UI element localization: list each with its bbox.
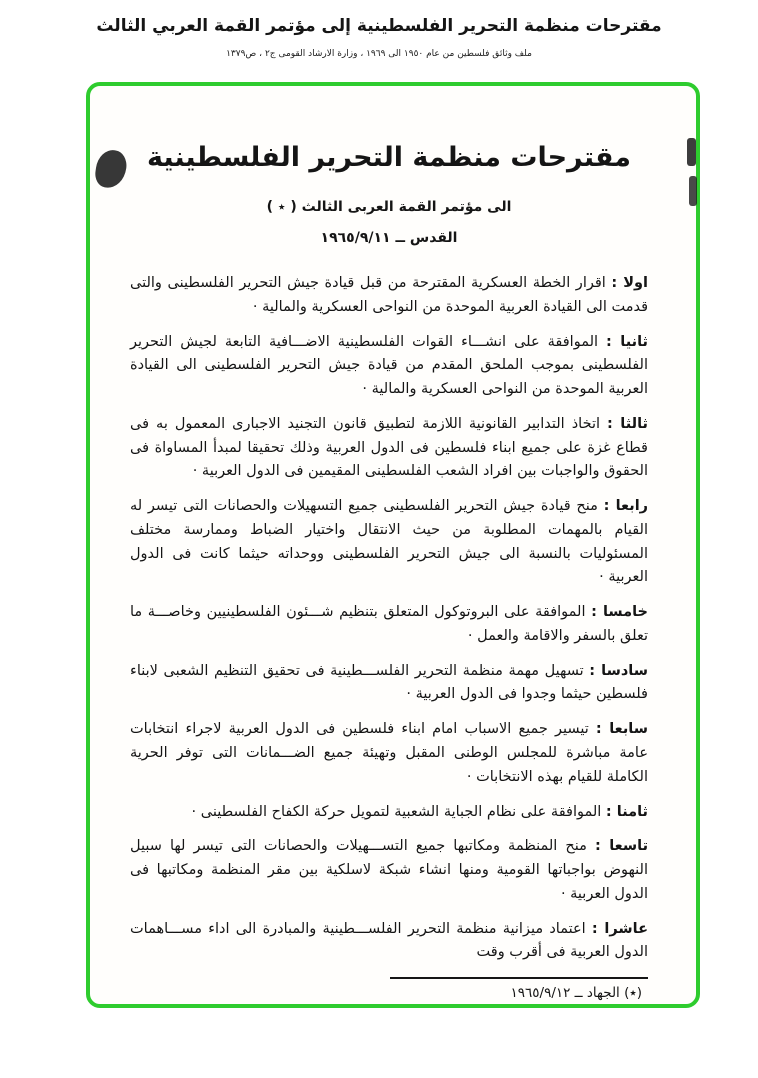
item-label-2: ثانيا : bbox=[606, 333, 648, 350]
item-text-4: منح قيادة جيش التحرير الفلسطينى جميع التسهيلات والحصانات التى تيسر له القيام بالمهمات المطلوبة من حيث الانتقال واختيار الضباط وممارسة مختلف المسئوليات بالنسبة الى جيش التحرير الفلسطينى ووحداته حيثما كانت فى الدول العربية · bbox=[130, 498, 648, 586]
item-label-10: عاشرا : bbox=[591, 920, 648, 937]
item-text-9: منح المنظمة ومكاتبها جميع التســـهيلات والحصانات التى تيسر لها سبيل النهوض بواجباتها القومية ومنها انشاء شبكة لاسلكية بين مقر المنظمة ومكاتبها فى الدول العربية · bbox=[130, 838, 648, 902]
item-text-2: الموافقة على انشـــاء القوات الفلسطينية الاضـــافية التابعة لجيش التحرير الفلسطينى بموجب الملحق المقدم من قيادة جيش التحرير الفلسطينى الى القيادة العربية الموحدة من النواحى العسكرية والمالية · bbox=[130, 333, 648, 398]
document-item-1 bbox=[130, 272, 648, 320]
item-text-3: اتخاذ التدابير القانونية اللازمة لتطبيق قانون التجنيد الاجبارى المعمول به فى قطاع غزة على جميع ابناء فلسطين فى الدول العربية وذلك تحقيقا لمبدأ المساواة فى الحقوق والواجبات بين افراد الشعب الفلسطينى المقيمين فى الدول العربية · bbox=[130, 415, 648, 480]
page-header-citation: ملف وثائق فلسطين من عام ١٩٥٠ الى ١٩٦٩ ، وزارة الارشاد القومى ج٢ ، ص١٣٧٩ bbox=[226, 49, 532, 59]
document-item-6 bbox=[130, 660, 648, 708]
document-item-2 bbox=[130, 331, 648, 402]
document-frame bbox=[86, 82, 700, 1008]
item-text-7: تيسير جميع الاسباب امام ابناء فلسطين فى الدول العربية لاجراء انتخابات عامة مباشرة للمجلس الوطنى المقبل وتهيئة جميع الضـــمانات التى توفر الحرية الكاملة للقيام بهذه الانتخابات · bbox=[130, 721, 648, 785]
item-label-9: تاسعا : bbox=[594, 838, 649, 855]
item-text-1: اقرار الخطة العسكرية المقترحة من قبل قيادة جيش التحرير الفلسطينى والتى قدمت الى القيادة العربية الموحدة من النواحى العسكرية والمالية · bbox=[130, 275, 648, 315]
footnote-text: (٭) الجهاد ــ ١٩٦٥/٩/١٢ bbox=[510, 985, 642, 1002]
document-item-4 bbox=[130, 495, 648, 590]
scan-artifact-edge-mark-1 bbox=[687, 138, 696, 166]
item-label-8: ثامنا : bbox=[605, 803, 648, 820]
document-item-9 bbox=[130, 835, 648, 906]
footnote bbox=[130, 977, 648, 1001]
document-item-5 bbox=[130, 601, 648, 649]
item-text-6: تسهيل مهمة منظمة التحرير الفلســـطينية فى تحقيق التنظيم الشعبى لابناء فلسطين حيثما وجدوا فى الدول العربية · bbox=[130, 662, 648, 703]
document-subtitle: الى مؤتمر القمة العربى الثالث ( ٭ ) bbox=[266, 199, 512, 215]
footnote-divider bbox=[390, 977, 648, 979]
item-text-10: اعتماد ميزانية منظمة التحرير الفلســـطينية والمبادرة الى اداء مســـاهمات الدول العربية فى أقرب وقت bbox=[130, 920, 648, 961]
document-dateline: القدس ــ ١٩٦٥/٩/١١ bbox=[320, 230, 458, 246]
item-label-3: ثالثا : bbox=[607, 415, 649, 432]
item-label-7: سابعا : bbox=[595, 721, 648, 738]
item-text-8: الموافقة على نظام الجباية الشعبية لتمويل حركة الكفاح الفلسطينى · bbox=[191, 803, 602, 820]
document-item-10 bbox=[130, 918, 648, 966]
item-label-6: سادسا : bbox=[589, 662, 648, 679]
document-content bbox=[90, 86, 696, 1004]
document-body bbox=[130, 272, 648, 965]
scan-artifact-edge-mark-2 bbox=[689, 176, 697, 206]
document-item-7 bbox=[130, 718, 648, 789]
page-header bbox=[0, 0, 758, 59]
item-label-5: خامسا : bbox=[591, 604, 649, 621]
item-text-5: الموافقة على البروتوكول المتعلق بتنظيم شـــئون الفلسطينيين وخاصـــة ما تعلق بالسفر والاقامة والعمل · bbox=[130, 604, 648, 644]
document-item-8 bbox=[130, 801, 648, 825]
item-label-4: رابعا : bbox=[603, 498, 649, 515]
item-label-1: اولا : bbox=[611, 275, 649, 291]
document-item-3 bbox=[130, 413, 648, 484]
document-title: مقترحات منظمة التحرير الفلسطينية bbox=[146, 142, 632, 173]
page-header-title: مقترحات منظمة التحرير الفلسطينية إلى مؤتمر القمة العربي الثالث bbox=[96, 16, 662, 36]
